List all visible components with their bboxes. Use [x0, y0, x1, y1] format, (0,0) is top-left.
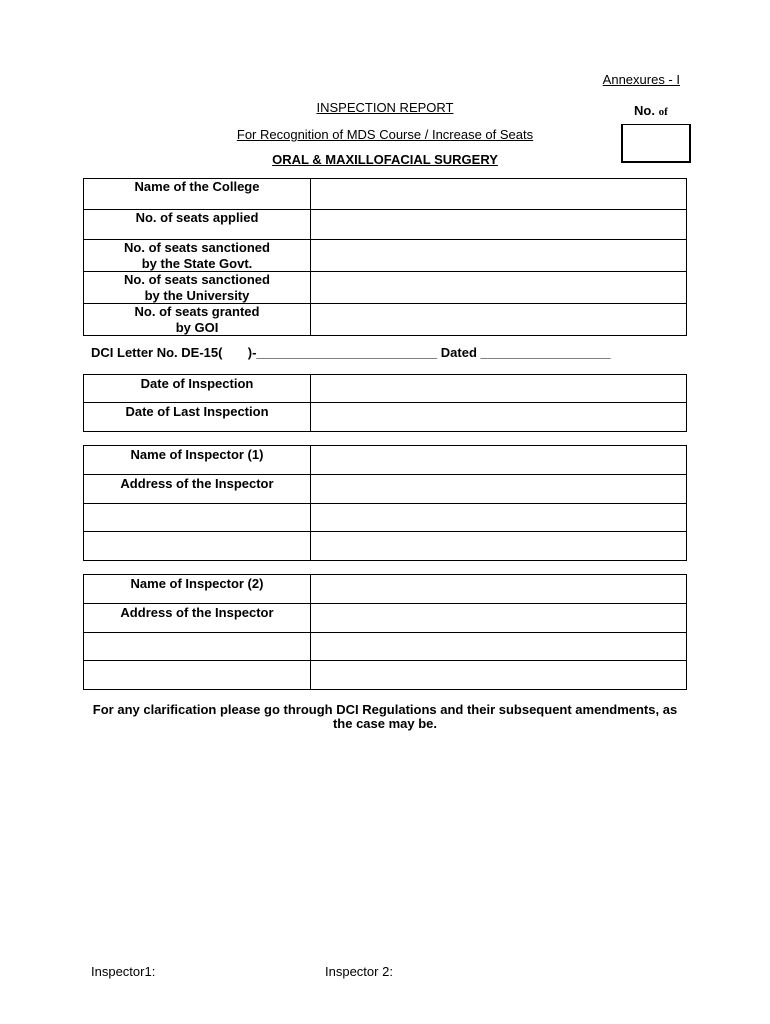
inspector-1-signature-label: Inspector1:: [91, 964, 156, 979]
table-row: [84, 304, 687, 336]
table-row: [84, 575, 687, 604]
table-row: [84, 179, 687, 210]
field-value[interactable]: [311, 375, 687, 403]
table-row: [84, 210, 687, 240]
table-row: [84, 604, 687, 633]
field-value[interactable]: [311, 272, 687, 304]
clarification-note: For any clarification please go through DCI Regulations and their subsequent amendments, as the case may be.: [92, 702, 678, 731]
field-label: No. of seats applied: [84, 210, 311, 240]
report-subtitle: For Recognition of MDS Course / Increase of Seats: [236, 127, 534, 142]
specialty-title: ORAL & MAXILLOFACIAL SURGERY: [272, 152, 498, 167]
field-label: Name of Inspector (2): [84, 575, 311, 604]
table-row: [84, 532, 687, 561]
table-row: [84, 661, 687, 690]
dci-letter-line: DCI Letter No. DE-15( )-_________________________ Dated __________________: [91, 345, 611, 360]
table-row: [84, 504, 687, 532]
field-label: Date of Inspection: [84, 375, 311, 403]
field-label: [84, 532, 311, 561]
field-label: No. of seats sanctioned by the State Govt.: [84, 240, 311, 272]
table-row: [84, 375, 687, 403]
field-label: Name of Inspector (1): [84, 446, 311, 475]
field-value[interactable]: [311, 240, 687, 272]
field-label: Address of the Inspector: [84, 604, 311, 633]
field-value[interactable]: [311, 403, 687, 432]
field-value[interactable]: [311, 179, 687, 210]
annexure-label: Annexures - I: [602, 72, 680, 87]
field-label: No. of seats sanctioned by the University: [84, 272, 311, 304]
field-label: Name of the College: [84, 179, 311, 210]
field-value[interactable]: [311, 210, 687, 240]
no-label: No.: [634, 103, 655, 118]
field-label: No. of seats granted by GOI: [84, 304, 311, 336]
table-row: [84, 403, 687, 432]
field-value[interactable]: [311, 532, 687, 561]
inspector-1-table: [83, 445, 687, 561]
inspector-2-signature-label: Inspector 2:: [325, 964, 393, 979]
field-value[interactable]: [311, 575, 687, 604]
table-row: [84, 475, 687, 504]
field-label: [84, 504, 311, 532]
field-value[interactable]: [311, 475, 687, 504]
field-value[interactable]: [311, 604, 687, 633]
table-row: [84, 633, 687, 661]
field-value[interactable]: [311, 661, 687, 690]
table-row: [84, 272, 687, 304]
inspection-date-table: [83, 374, 687, 432]
field-value[interactable]: [311, 504, 687, 532]
field-label: [84, 661, 311, 690]
inspector-2-table: [83, 574, 687, 690]
field-value[interactable]: [311, 633, 687, 661]
report-title: INSPECTION REPORT: [316, 100, 454, 115]
field-label: [84, 633, 311, 661]
table-row: [84, 446, 687, 475]
field-label: Address of the Inspector: [84, 475, 311, 504]
field-label: Date of Last Inspection: [84, 403, 311, 432]
of-label: of: [658, 106, 668, 118]
table-row: [84, 240, 687, 272]
field-value[interactable]: [311, 446, 687, 475]
field-value[interactable]: [311, 304, 687, 336]
college-table: [83, 178, 687, 336]
